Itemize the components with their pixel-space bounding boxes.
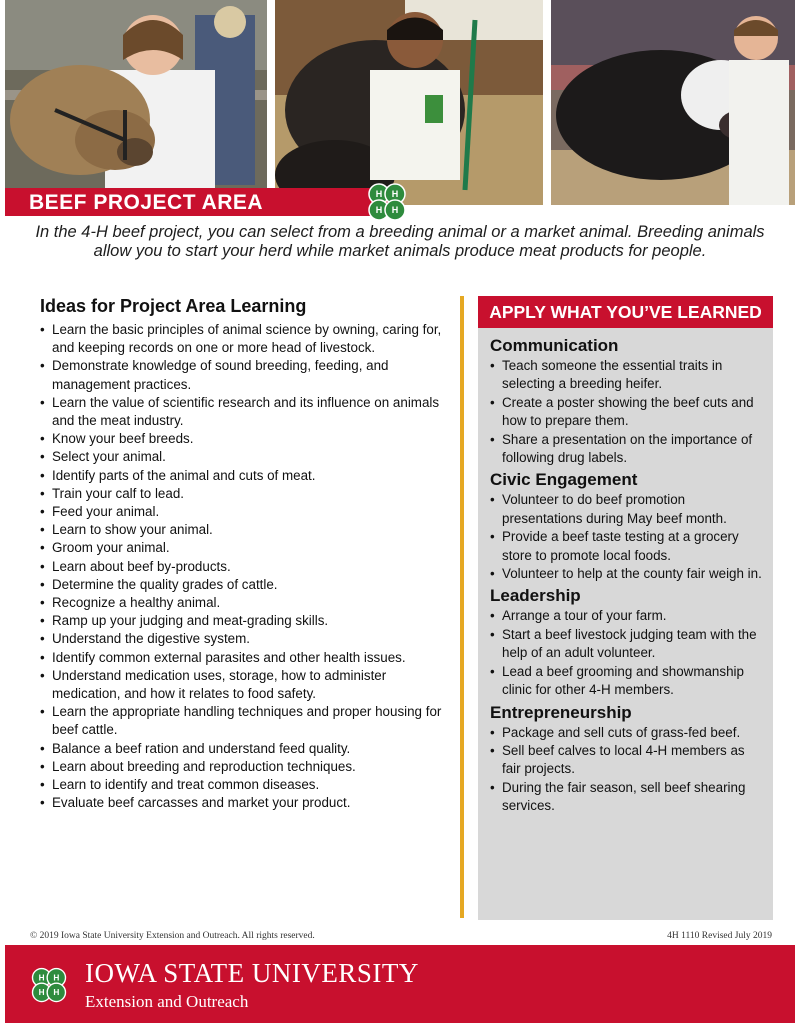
svg-text:H: H [53, 988, 60, 998]
university-name: IOWA STATE UNIVERSITY [85, 958, 419, 988]
list-item: • Identify common external parasites and other health issues. [40, 649, 450, 667]
communication-list [490, 357, 763, 467]
entrepreneurship-list [490, 724, 763, 816]
photo-girl-with-holstein [551, 0, 795, 205]
list-item: • Volunteer to do beef promotion presentations during May beef month. [490, 491, 763, 528]
list-item: • Select your animal. [40, 448, 450, 466]
svg-text:H: H [375, 205, 383, 215]
section-heading-civic-engagement: Civic Engagement [490, 470, 638, 490]
column-divider [460, 296, 464, 918]
list-item: • Teach someone the essential traits in selecting a breeding heifer. [490, 357, 763, 394]
list-item: • Balance a beef ration and understand feed quality. [40, 740, 450, 758]
list-item: • Groom your animal. [40, 539, 450, 557]
list-item: • Share a presentation on the importance of following drug labels. [490, 431, 763, 468]
apply-panel [478, 296, 773, 920]
list-item: • Ramp up your judging and meat-grading skills. [40, 612, 450, 630]
list-item: • Learn the basic principles of animal science by owning, caring for, and keeping records on one or more head of livestock. [40, 321, 450, 357]
university-footer [5, 945, 795, 1023]
list-item: • Provide a beef taste testing at a grocery store to promote local foods. [490, 528, 763, 565]
list-item: • Learn about breeding and reproduction techniques. [40, 758, 450, 776]
list-item: • Evaluate beef carcasses and market your product. [40, 794, 450, 812]
svg-text:H: H [391, 205, 399, 215]
list-item: • Volunteer to help at the county fair weigh in. [490, 565, 763, 583]
intro-paragraph: In the 4-H beef project, you can select from a breeding animal or a market animal. Breeding animals allow you to start your herd while market animals produce meat products for people. [35, 223, 765, 260]
section-heading-entrepreneurship: Entrepreneurship [490, 702, 632, 722]
svg-text:H: H [53, 973, 60, 983]
svg-text:H: H [38, 988, 45, 998]
svg-text:H: H [375, 189, 383, 199]
list-item: • Recognize a healthy animal. [40, 594, 450, 612]
list-item: • Understand the digestive system. [40, 630, 450, 648]
ideas-list [40, 321, 450, 812]
ideas-heading: Ideas for Project Area Learning [40, 296, 307, 316]
list-item: • Learn the appropriate handling techniques and proper housing for beef cattle. [40, 703, 450, 739]
four-h-clover-icon [363, 178, 411, 226]
copyright-notice: © 2019 Iowa State University Extension and Outreach. All rights reserved. [30, 931, 315, 941]
list-item: • Learn the value of scientific research and its influence on animals and the meat industry. [40, 394, 450, 430]
four-h-clover-icon [27, 963, 71, 1007]
section-heading-communication: Communication [490, 336, 619, 355]
list-item: • Lead a beef grooming and showmanship clinic for other 4-H members. [490, 663, 763, 700]
list-item: • Arrange a tour of your farm. [490, 607, 763, 625]
svg-text:H: H [38, 973, 45, 983]
list-item: • Demonstrate knowledge of sound breeding, feeding, and management practices. [40, 357, 450, 393]
section-heading-leadership: Leadership [490, 586, 581, 606]
header-photos [0, 0, 800, 205]
apply-heading: APPLY WHAT YOU’VE LEARNED [478, 296, 773, 328]
list-item: • Sell beef calves to local 4-H members as fair projects. [490, 742, 763, 779]
civic-engagement-list [490, 491, 763, 583]
form-number: 4H 1110 Revised July 2019 [667, 931, 772, 941]
list-item: • Create a poster showing the beef cuts and how to prepare them. [490, 394, 763, 431]
list-item: • Start a beef livestock judging team with the help of an adult volunteer. [490, 626, 763, 663]
photo-girl-with-calf [5, 0, 267, 205]
list-item: • Know your beef breeds. [40, 430, 450, 448]
university-unit: Extension and Outreach [85, 992, 249, 1011]
list-item: • During the fair season, sell beef shearing services. [490, 779, 763, 816]
svg-text:H: H [391, 189, 399, 199]
list-item: • Determine the quality grades of cattle. [40, 576, 450, 594]
leadership-list [490, 607, 763, 699]
list-item: • Understand medication uses, storage, how to administer medication, and how it relates to food safety. [40, 667, 450, 703]
list-item: • Package and sell cuts of grass-fed beef. [490, 724, 763, 742]
list-item: • Learn to identify and treat common diseases. [40, 776, 450, 794]
list-item: • Train your calf to lead. [40, 485, 450, 503]
ideas-section [40, 296, 450, 812]
list-item: • Identify parts of the animal and cuts of meat. [40, 467, 450, 485]
photo-boy-with-steer [275, 0, 543, 205]
page-title-banner: BEEF PROJECT AREA [5, 188, 390, 216]
list-item: • Learn about beef by-products. [40, 558, 450, 576]
list-item: • Learn to show your animal. [40, 521, 450, 539]
list-item: • Feed your animal. [40, 503, 450, 521]
